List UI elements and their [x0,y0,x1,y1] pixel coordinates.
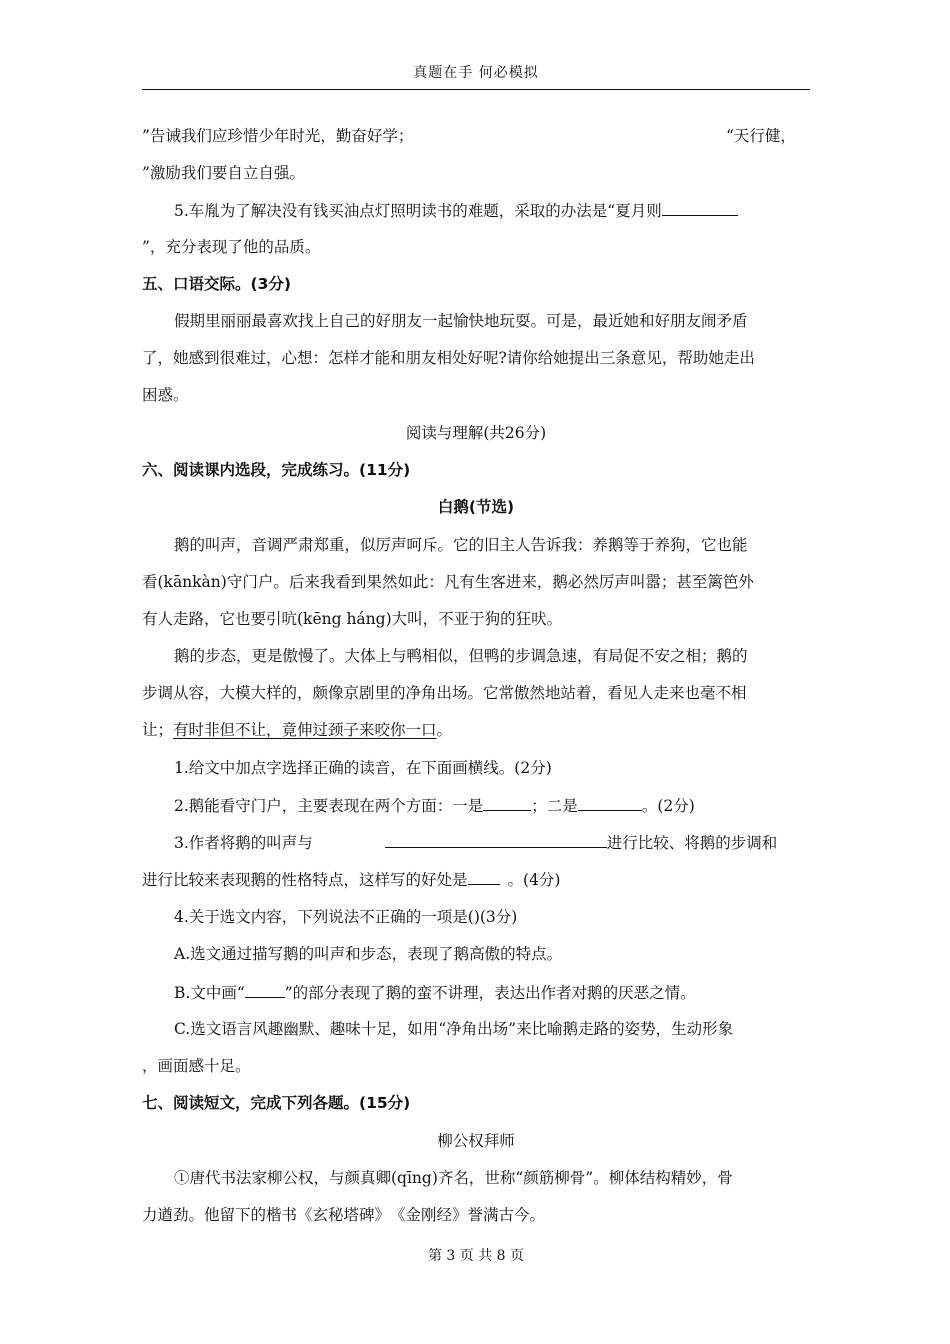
question-line [174,795,695,816]
paragraph-line: 看(kānkàn)守门户。后来我看到果然如此：凡有生客进来，鹅必然厉声叫嚣；甚至篱笆外 [142,573,754,591]
option-c: C.选文语言风趣幽默、趣味十足，如用“净角出场”来比喻鹅走路的姿势，生动形象 [174,1020,734,1038]
answer-blank[interactable] [245,982,285,998]
page-number: 第 3 页 共 8 页 [427,1248,525,1264]
question-text: 进行比较、将鹅的步调和 [606,834,778,852]
question-line: 1.给文中加点字选择正确的读音，在下面画横线。(2分) [174,759,552,777]
reading-part-title: 阅读与理解(共26分) [405,424,547,442]
paragraph-line: 假期里丽丽最喜欢找上自己的好朋友一起愉快地玩耍。可是，最近她和好朋友闹矛盾 [174,312,748,330]
paragraph-line: 了，她感到很难过，心想：怎样才能和朋友相处好呢?请你给她提出三条意见，帮助她走出 [142,349,755,367]
option-b [174,982,696,1003]
paragraph-line: 鹅的步态，更是傲慢了。大体上与鸭相似，但鸭的步调急速，有局促不安之相；鹅的 [174,647,748,665]
text-line: ”，充分表现了他的品质。 [142,238,321,256]
answer-blank[interactable] [578,795,642,811]
question-text: 5.车胤为了解决没有钱买油点灯照明读书的难题，采取的办法是“夏月则 [174,202,662,220]
header-divider [142,89,810,90]
question-text: 3.作者将鹅的叫声与 [174,834,313,852]
text-line: ”激励我们要自立自强。 [142,164,305,182]
question-line [174,832,777,853]
option-text: B.文中画“ [174,984,245,1002]
section-heading: 五、口语交际。(3分) [142,275,291,293]
paragraph-line: ①唐代书法家柳公权，与颜真卿(qīng)齐名，世称“颜筋柳骨”。柳体结构精妙，骨 [174,1169,733,1187]
question-text: 2.鹅能看守门户，主要表现在两个方面：一是 [174,797,484,815]
paragraph-line: 有人走路，它也要引吭(kēng háng)大叫，不亚于狗的狂吠。 [142,610,563,628]
text-line: ”告诫我们应珍惜少年时光，勤奋好学； [142,127,414,145]
paragraph-line: 鹅的叫声，音调严肃郑重，似厉声呵斥。它的旧主人告诉我：养鹅等于养狗，它也能 [174,536,748,554]
paragraph-line: 力遒劲。他留下的楷书《玄秘塔碑》 《金刚经》誉满古今。 [142,1206,546,1224]
question-text: 。(4分) [507,871,561,889]
answer-blank[interactable] [483,795,531,811]
paragraph-line: 困惑。 [142,386,189,404]
answer-blank[interactable] [468,869,500,885]
text-span: 让； [142,721,174,739]
question-text: ；二是 [531,797,578,815]
text-span: 。 [436,721,453,739]
question-text: 。(2分) [641,797,695,815]
question-line: 4.关于选文内容，下列说法不正确的一项是()(3分) [174,908,518,926]
option-c-continued: ，画面感十足。 [142,1057,251,1075]
question-text: 进行比较来表现鹅的性格特点，这样写的好处是 [142,871,468,889]
text-line: “天行健， [726,127,796,145]
question-line [142,869,560,890]
underlined-sentence: 有时非但不让，竟伸过颈子来咬你一口 [173,721,437,739]
paragraph-line [142,720,452,740]
answer-blank[interactable] [662,200,738,216]
paragraph-line: 步调从容，大模大样的，颇像京剧里的净角出场。它常傲然地站着，看见人走来也毫不相 [142,684,747,702]
passage-title: 白鹅(节选) [437,498,515,516]
option-a: A.选文通过描写鹅的叫声和步态，表现了鹅高傲的特点。 [174,945,563,963]
passage-title: 柳公权拜师 [437,1132,515,1150]
question-line [174,200,738,221]
option-text: ”的部分表现了鹅的蛮不讲理，表达出作者对鹅的厌恶之情。 [284,984,696,1002]
section-heading: 七、阅读短文，完成下列各题。(15分) [142,1094,411,1112]
page-header: 真题在手 何必模拟 [413,65,539,81]
answer-blank[interactable] [385,832,607,848]
section-heading: 六、阅读课内选段，完成练习。(11分) [142,461,411,479]
